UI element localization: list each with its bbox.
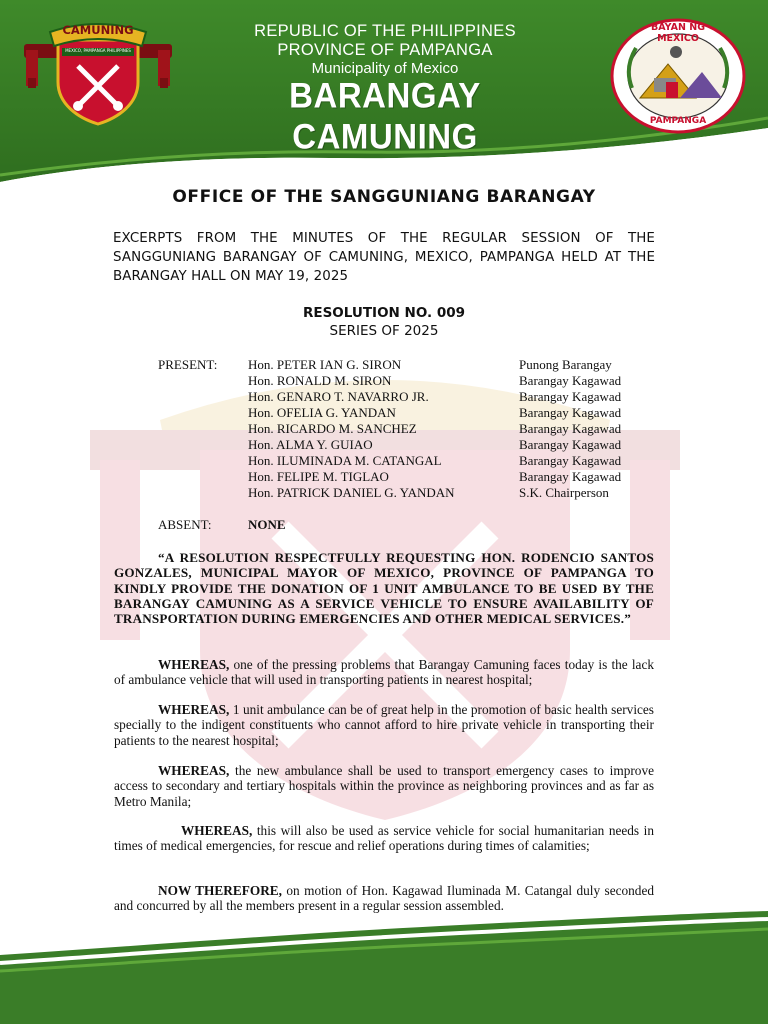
whereas-clause [114, 657, 654, 688]
member-name: Hon. GENARO T. NAVARRO JR. [248, 389, 429, 404]
right-seal-top-text: BAYAN NG MEXICO [650, 22, 705, 44]
resolution-series: SERIES OF 2025 [329, 323, 439, 339]
member-row [248, 373, 668, 389]
member-row [248, 469, 668, 485]
whereas-text: one of the pressing problems that Barangay Camuning faces today is the lack of ambulance vehicle that will used in transporting patients in nearest hospital; [114, 657, 654, 688]
members-list [248, 357, 668, 501]
member-row [248, 437, 668, 453]
footer-green-wave [0, 905, 768, 1024]
excerpt-heading: EXCERPTS FROM THE MINUTES OF THE REGULAR SESSION OF THE SANGGUNIANG BARANGAY OF CAMUNING, MEXICO, PAMPANGA HELD AT THE BARANGAY HALL ON MAY 19, 2025 [113, 231, 655, 284]
resolution-number: RESOLUTION NO. 009 [302, 305, 466, 321]
letterhead [0, 0, 768, 190]
camuning-seal-logo [22, 22, 174, 126]
member-row [248, 405, 668, 421]
whereas-lead: WHEREAS, [181, 823, 253, 838]
member-row [248, 357, 668, 373]
office-title: OFFICE OF THE SANGGUNIANG BARANGAY [172, 187, 596, 207]
header-republic: REPUBLIC OF THE PHILIPPINES [254, 22, 516, 40]
whereas-lead: WHEREAS, [158, 657, 230, 672]
whereas-text: 1 unit ambulance can be of great help in the promotion of basic health services specially to the indigent constituents who cannot afford to hire private vehicle in transporting their patients to the nearest hospital; [114, 702, 654, 748]
member-row [248, 421, 668, 437]
present-label: PRESENT: [158, 357, 218, 372]
member-name: Hon. RONALD M. SIRON [248, 373, 392, 388]
member-position: Barangay Kagawad [519, 421, 622, 436]
member-position: Barangay Kagawad [519, 453, 622, 468]
member-name: Hon. ILUMINADA M. CATANGAL [248, 453, 442, 468]
member-name: Hon. PETER IAN G. SIRON [248, 357, 402, 372]
left-seal-title: CAMUNING [62, 23, 134, 37]
whereas-text: this will also be used as service vehicle for social humanitarian needs in times of medical emergencies, for rescue and relief operations during times of calamities; [114, 823, 654, 854]
member-name: Hon. ALMA Y. GUIAO [248, 437, 373, 452]
resolution-title: “A RESOLUTION RESPECTFULLY REQUESTING HON. RODENCIO SANTOS GONZALES, MUNICIPAL MAYOR OF MEXICO, PROVINCE OF PAMPANGA TO KINDLY PROVIDE THE DONATION OF 1 UNIT AMBULANCE TO BE USED BY THE BARANGAY CAMUNING AS A SERVICE VEHICLE TO ENSURE AVAILABILITY OF TRANSPORTATION DURING EMERGENCIES AND OTHER MEDICAL SERVICES.” [114, 550, 654, 627]
member-position: S.K. Chairperson [519, 485, 609, 500]
member-name: Hon. FELIPE M. TIGLAO [248, 469, 389, 484]
whereas-lead: WHEREAS, [158, 763, 230, 778]
member-row [248, 453, 668, 469]
now-therefore-text: on motion of Hon. Kagawad Iluminada M. Catangal duly seconded and concurred by all the members present in a regular session assembled. [114, 883, 654, 914]
right-seal-bottom-text: PAMPANGA [649, 116, 707, 126]
member-position: Barangay Kagawad [519, 373, 622, 388]
member-row [248, 389, 668, 405]
whereas-lead: WHEREAS, [158, 702, 230, 717]
member-position: Barangay Kagawad [519, 389, 622, 404]
member-position: Punong Barangay [519, 357, 612, 372]
member-position: Barangay Kagawad [519, 437, 622, 452]
whereas-clause [114, 702, 654, 748]
header-province: PROVINCE OF PAMPANGA [277, 41, 493, 59]
absent-value: NONE [248, 517, 286, 532]
whereas-clause [114, 823, 654, 854]
member-name: Hon. RICARDO M. SANCHEZ [248, 421, 417, 436]
left-seal-subtitle: MEXICO, PAMPANGA PHILIPPINES [65, 48, 131, 53]
member-name: Hon. OFELIA G. YANDAN [248, 405, 396, 420]
member-position: Barangay Kagawad [519, 405, 622, 420]
whereas-clause [114, 763, 654, 809]
absent-label: ABSENT: [158, 517, 212, 532]
whereas-text: the new ambulance shall be used to transport emergency cases to improve access to secondary and tertiary hospitals within the province as neighboring provinces and as far as Metro Manila; [114, 763, 654, 809]
now-therefore-lead: NOW THEREFORE, [158, 883, 282, 898]
member-row [248, 485, 668, 501]
member-position: Barangay Kagawad [519, 469, 622, 484]
header-municipality: Municipality of Mexico [311, 60, 459, 77]
member-name: Hon. PATRICK DANIEL G. YANDAN [248, 485, 455, 500]
header-barangay-title: BARANGAY CAMUNING [289, 74, 481, 156]
